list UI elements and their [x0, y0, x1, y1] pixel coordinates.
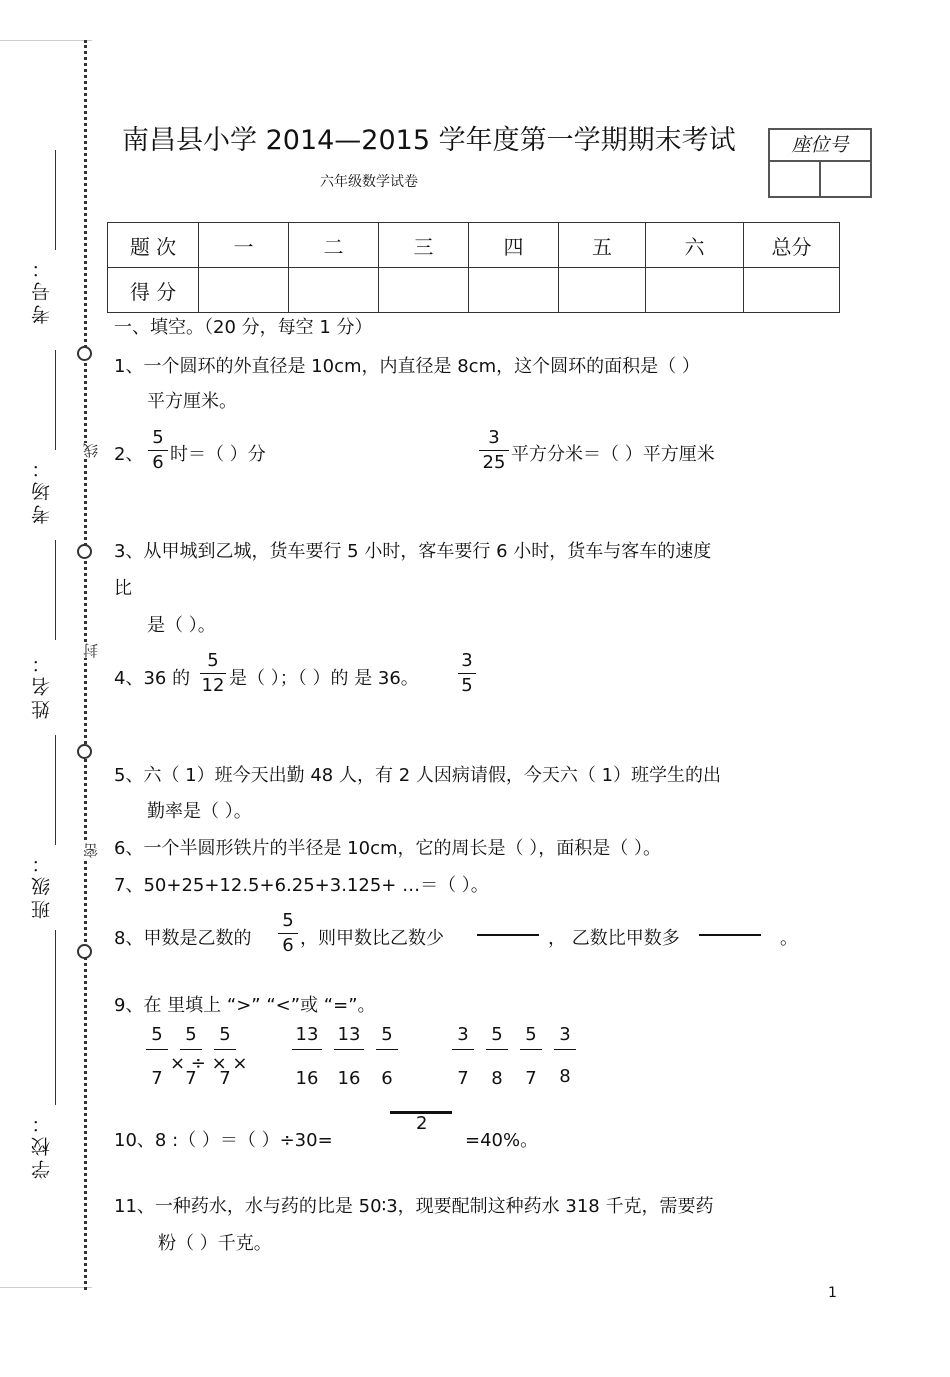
- fraction: 5 6: [278, 910, 298, 957]
- class-blank[interactable]: [55, 735, 56, 845]
- table-row: [108, 268, 840, 313]
- answer-blank[interactable]: [477, 934, 539, 936]
- binding-circle: [77, 944, 92, 959]
- score-cell[interactable]: [646, 268, 744, 313]
- table-header: 二: [289, 223, 379, 268]
- score-cell[interactable]: [199, 268, 289, 313]
- class-label: 班级：: [31, 850, 53, 919]
- fraction: 13 16: [334, 1022, 364, 1092]
- operators: × ÷ × ×: [170, 1053, 248, 1074]
- fraction: 3 25: [479, 427, 509, 474]
- table-header: 三: [379, 223, 469, 268]
- answer-blank[interactable]: [699, 934, 761, 936]
- fraction: 5 6: [376, 1022, 398, 1092]
- fraction: 5 7: [214, 1022, 236, 1092]
- fraction-numerator: 2: [416, 1113, 428, 1134]
- seat-number-cell[interactable]: [770, 162, 819, 196]
- question-2a: 时＝（ ）分: [170, 444, 266, 465]
- fraction: 5 7: [520, 1022, 542, 1092]
- score-cell[interactable]: [744, 268, 840, 313]
- name-label: 姓名：: [31, 650, 53, 719]
- top-rule: [0, 40, 92, 41]
- exam-room-label: 考场：: [31, 455, 53, 524]
- table-header: 五: [559, 223, 646, 268]
- fraction: 5 7: [180, 1022, 202, 1092]
- question-8: ，则甲数比乙数少: [300, 928, 444, 949]
- question-8-end: 。: [780, 928, 798, 949]
- page-title: 南昌县小学 2014—2015 学年度第一学期期末考试: [122, 125, 736, 156]
- binding-circle: [77, 744, 92, 759]
- question-10-end: =40%。: [465, 1130, 539, 1151]
- name-blank[interactable]: [55, 540, 56, 640]
- seal-mark: 密: [82, 843, 100, 858]
- question-6: 6、一个半圆形铁片的半径是 10cm，它的周长是（ ），面积是（ ）。: [114, 838, 661, 859]
- question-11-cont: 粉（ ）千克。: [158, 1233, 272, 1254]
- question-5-cont: 勤率是（ ）。: [147, 801, 252, 822]
- fraction: 3 5: [458, 650, 476, 697]
- question-3-cont: 是（ ）。: [147, 615, 216, 636]
- score-table: [107, 222, 840, 313]
- seal-mark: 线: [82, 443, 100, 458]
- question-8-prefix: 8、甲数是乙数的: [114, 928, 252, 949]
- seat-number-cell[interactable]: [821, 162, 870, 196]
- fraction: 5 8: [486, 1022, 508, 1092]
- question-7: 7、50+25+12.5+6.25+3.125+ …＝（ ）。: [114, 875, 489, 896]
- table-header: 题 次: [108, 223, 199, 268]
- page-number: 1: [828, 1285, 837, 1301]
- question-10: 10、8 :（ ）＝（ ）÷30=: [114, 1130, 333, 1151]
- score-cell[interactable]: [379, 268, 469, 313]
- score-cell[interactable]: [289, 268, 379, 313]
- question-4-prefix: 4、36 的: [114, 668, 191, 689]
- exam-number-label: 考号：: [31, 255, 53, 324]
- binding-line: [84, 40, 87, 1290]
- question-4: 是（ ）；（ ）的 是 36。: [229, 668, 419, 689]
- fraction: 5 12: [201, 650, 225, 696]
- table-header: 六: [646, 223, 744, 268]
- fraction: 13 16: [292, 1022, 322, 1092]
- table-header: 四: [469, 223, 559, 268]
- school-blank[interactable]: [55, 930, 56, 1105]
- question-2-number: 2、: [114, 444, 144, 465]
- table-row: [108, 223, 840, 268]
- question-8-cont: ， 乙数比甲数多: [548, 928, 680, 949]
- binding-circle: [77, 346, 92, 361]
- score-cell[interactable]: [469, 268, 559, 313]
- question-3-cont: 比: [114, 578, 132, 599]
- exam-number-blank[interactable]: [55, 150, 56, 250]
- row-label: 得 分: [108, 268, 199, 313]
- seat-number-label: 座位号: [770, 130, 870, 162]
- binding-circle: [77, 544, 92, 559]
- question-3: 3、从甲城到乙城，货车要行 5 小时，客车要行 6 小时，货车与客车的速度: [114, 541, 712, 562]
- school-label: 学校：: [31, 1110, 53, 1179]
- exam-room-blank[interactable]: [55, 350, 56, 450]
- question-2b: 平方分米＝（ ）平方厘米: [511, 444, 715, 465]
- question-1-cont: 平方厘米。: [147, 391, 237, 412]
- seat-number-box: [768, 128, 872, 198]
- question-1: 1、一个圆环的外直径是 10cm，内直径是 8cm，这个圆环的面积是（ ）: [114, 356, 700, 377]
- table-header: 一: [199, 223, 289, 268]
- fraction: 3 8: [554, 1022, 576, 1090]
- table-header: 总分: [744, 223, 840, 268]
- fraction: 5 7: [146, 1022, 168, 1092]
- seal-mark: 封: [82, 643, 100, 658]
- question-9: 9、在 里填上 “>” “<”或 “=”。: [114, 995, 376, 1016]
- section-heading: 一、填空。（20 分，每空 1 分）: [114, 317, 373, 338]
- page-subtitle: 六年级数学试卷: [320, 174, 418, 190]
- score-cell[interactable]: [559, 268, 646, 313]
- question-5: 5、六（ 1）班今天出勤 48 人，有 2 人因病请假，今天六（ 1）班学生的出: [114, 765, 722, 786]
- fraction: 3 7: [452, 1022, 474, 1092]
- bottom-rule: [0, 1287, 92, 1288]
- fraction: 5 6: [148, 427, 168, 474]
- question-11: 11、一种药水，水与药的比是 50∶3，现要配制这种药水 318 千克，需要药: [114, 1196, 714, 1217]
